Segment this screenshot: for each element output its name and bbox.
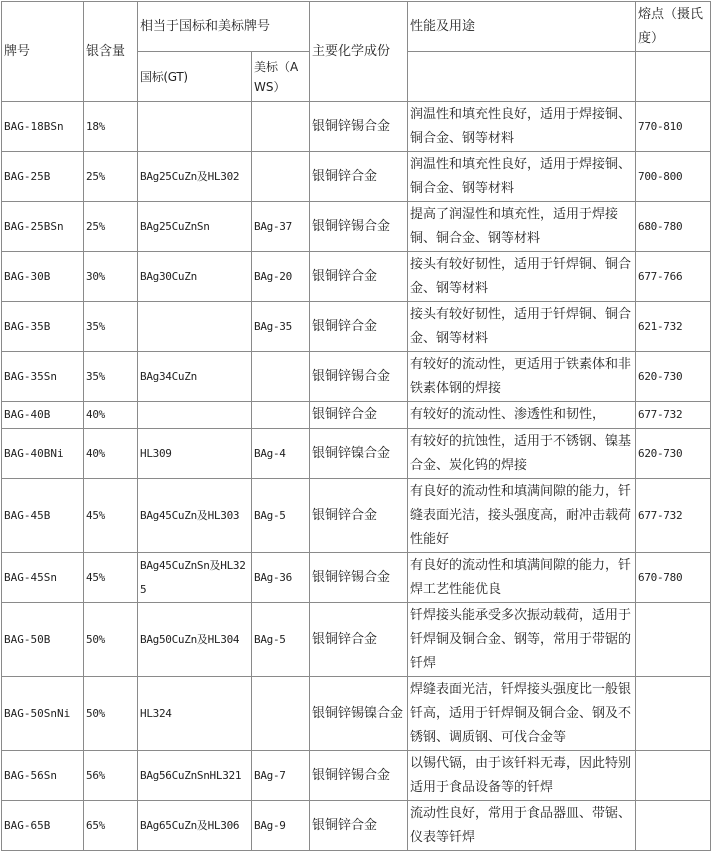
composition-cell: 银铜锌锡镍合金	[310, 677, 408, 751]
melting-point-cell: 770-810	[636, 102, 711, 152]
table-row	[2, 553, 711, 603]
header-usage-blank	[408, 52, 636, 102]
aws-grade-cell	[252, 402, 310, 429]
aws-grade-cell	[252, 152, 310, 202]
header-composition: 主要化学成份	[310, 2, 408, 102]
gb-grade-cell: BAg25CuZnSn	[138, 202, 252, 252]
silver-cell: 50%	[84, 677, 138, 751]
grade-cell: BAG-25BSn	[2, 202, 84, 252]
composition-cell: 银铜锌合金	[310, 801, 408, 851]
silver-cell: 40%	[84, 429, 138, 479]
usage-cell: 接头有较好韧性，适用于钎焊铜、铜合金、钢等材料	[408, 302, 636, 352]
composition-cell: 银铜锌合金	[310, 603, 408, 677]
grade-cell: BAG-30B	[2, 252, 84, 302]
table-row	[2, 352, 711, 402]
usage-cell: 焊缝表面光洁，钎焊接头强度比一般银钎高，适用于钎焊铜及铜合金、钢及不锈钢、调质钢、可伐合金等	[408, 677, 636, 751]
silver-cell: 35%	[84, 302, 138, 352]
usage-cell: 提高了润湿性和填充性，适用于焊接铜、铜合金、钢等材料	[408, 202, 636, 252]
grade-cell: BAG-35Sn	[2, 352, 84, 402]
silver-cell: 56%	[84, 751, 138, 801]
composition-cell: 银铜锌合金	[310, 152, 408, 202]
composition-cell: 银铜锌合金	[310, 302, 408, 352]
aws-grade-cell: BAg-37	[252, 202, 310, 252]
grade-cell: BAG-50SnNi	[2, 677, 84, 751]
header-aws: 美标（AWS）	[252, 52, 310, 102]
gb-grade-cell: BAg25CuZn及HL302	[138, 152, 252, 202]
aws-grade-cell: BAg-35	[252, 302, 310, 352]
usage-cell: 钎焊接头能承受多次振动载荷，适用于钎焊铜及铜合金、钢等，常用于带锯的钎焊	[408, 603, 636, 677]
usage-cell: 有较好的流动性、渗透性和韧性，	[408, 402, 636, 429]
composition-cell: 银铜锌锡合金	[310, 102, 408, 152]
gb-grade-cell: BAg45CuZn及HL303	[138, 479, 252, 553]
header-melting-point: 熔点（摄氏度）	[636, 2, 711, 52]
gb-grade-cell: BAg30CuZn	[138, 252, 252, 302]
aws-grade-cell: BAg-9	[252, 801, 310, 851]
usage-cell: 润温性和填充性良好，适用于焊接铜、铜合金、钢等材料	[408, 102, 636, 152]
composition-cell: 银铜锌锡合金	[310, 202, 408, 252]
silver-cell: 30%	[84, 252, 138, 302]
gb-grade-cell: HL309	[138, 429, 252, 479]
grade-cell: BAG-25B	[2, 152, 84, 202]
usage-cell: 润温性和填充性良好，适用于焊接铜、铜合金、钢等材料	[408, 152, 636, 202]
composition-cell: 银铜锌合金	[310, 479, 408, 553]
melting-point-cell: 670-780	[636, 553, 711, 603]
silver-cell: 18%	[84, 102, 138, 152]
alloy-spec-table	[1, 1, 711, 851]
aws-grade-cell: BAg-36	[252, 553, 310, 603]
table-row	[2, 202, 711, 252]
grade-cell: BAG-65B	[2, 801, 84, 851]
header-equivalent-grades: 相当于国标和美标牌号	[138, 2, 310, 52]
melting-point-cell	[636, 751, 711, 801]
aws-grade-cell	[252, 677, 310, 751]
table-row	[2, 252, 711, 302]
melting-point-cell	[636, 677, 711, 751]
melting-point-cell: 677-766	[636, 252, 711, 302]
gb-grade-cell: BAg45CuZnSn及HL325	[138, 553, 252, 603]
grade-cell: BAG-45Sn	[2, 553, 84, 603]
melting-point-cell: 677-732	[636, 479, 711, 553]
gb-grade-cell	[138, 102, 252, 152]
grade-cell: BAG-50B	[2, 603, 84, 677]
melting-point-cell	[636, 801, 711, 851]
usage-cell: 以锡代镉，由于该钎料无毒，因此特别适用于食品设备等的钎焊	[408, 751, 636, 801]
table-row	[2, 479, 711, 553]
gb-grade-cell: BAg34CuZn	[138, 352, 252, 402]
composition-cell: 银铜锌锡合金	[310, 751, 408, 801]
gb-grade-cell: HL324	[138, 677, 252, 751]
usage-cell: 流动性良好，常用于食品器皿、带锯、仪表等钎焊	[408, 801, 636, 851]
table-row	[2, 302, 711, 352]
gb-grade-cell: BAg56CuZnSnHL321	[138, 751, 252, 801]
composition-cell: 银铜锌锡合金	[310, 553, 408, 603]
melting-point-cell: 700-800	[636, 152, 711, 202]
silver-cell: 45%	[84, 479, 138, 553]
melting-point-cell: 620-730	[636, 352, 711, 402]
melting-point-cell: 680-780	[636, 202, 711, 252]
table-row	[2, 402, 711, 429]
usage-cell: 有良好的流动性和填满间隙的能力，钎缝表面光洁，接头强度高，耐冲击载荷性能好	[408, 479, 636, 553]
grade-cell: BAG-40BNi	[2, 429, 84, 479]
silver-cell: 40%	[84, 402, 138, 429]
usage-cell: 有良好的流动性和填满间隙的能力，钎焊工艺性能优良	[408, 553, 636, 603]
table-row	[2, 677, 711, 751]
aws-grade-cell: BAg-4	[252, 429, 310, 479]
usage-cell: 有较好的抗蚀性，适用于不锈钢、镍基合金、炭化钨的焊接	[408, 429, 636, 479]
silver-cell: 25%	[84, 202, 138, 252]
table-row	[2, 801, 711, 851]
gb-grade-cell	[138, 302, 252, 352]
silver-cell: 35%	[84, 352, 138, 402]
aws-grade-cell: BAg-5	[252, 479, 310, 553]
grade-cell: BAG-40B	[2, 402, 84, 429]
silver-cell: 65%	[84, 801, 138, 851]
melting-point-cell: 620-730	[636, 429, 711, 479]
table-row	[2, 152, 711, 202]
aws-grade-cell: BAg-7	[252, 751, 310, 801]
grade-cell: BAG-56Sn	[2, 751, 84, 801]
table-row	[2, 751, 711, 801]
aws-grade-cell	[252, 352, 310, 402]
header-silver-content: 银含量	[84, 2, 138, 102]
table-row	[2, 102, 711, 152]
grade-cell: BAG-35B	[2, 302, 84, 352]
silver-cell: 45%	[84, 553, 138, 603]
header-grade: 牌号	[2, 2, 84, 102]
table-row	[2, 603, 711, 677]
aws-grade-cell	[252, 102, 310, 152]
gb-grade-cell	[138, 402, 252, 429]
composition-cell: 银铜锌合金	[310, 402, 408, 429]
melting-point-cell: 621-732	[636, 302, 711, 352]
gb-grade-cell: BAg65CuZn及HL306	[138, 801, 252, 851]
composition-cell: 银铜锌镍合金	[310, 429, 408, 479]
silver-cell: 50%	[84, 603, 138, 677]
aws-grade-cell: BAg-20	[252, 252, 310, 302]
composition-cell: 银铜锌合金	[310, 252, 408, 302]
grade-cell: BAG-18BSn	[2, 102, 84, 152]
table-row	[2, 429, 711, 479]
gb-grade-cell: BAg50CuZn及HL304	[138, 603, 252, 677]
silver-cell: 25%	[84, 152, 138, 202]
composition-cell: 银铜锌锡合金	[310, 352, 408, 402]
usage-cell: 接头有较好韧性，适用于钎焊铜、铜合金、钢等材料	[408, 252, 636, 302]
usage-cell: 有较好的流动性，更适用于铁素体和非铁素体钢的焊接	[408, 352, 636, 402]
header-usage: 性能及用途	[408, 2, 636, 52]
header-gb: 国标(GT)	[138, 52, 252, 102]
melting-point-cell	[636, 603, 711, 677]
grade-cell: BAG-45B	[2, 479, 84, 553]
melting-point-cell: 677-732	[636, 402, 711, 429]
aws-grade-cell: BAg-5	[252, 603, 310, 677]
header-melting-blank	[636, 52, 711, 102]
